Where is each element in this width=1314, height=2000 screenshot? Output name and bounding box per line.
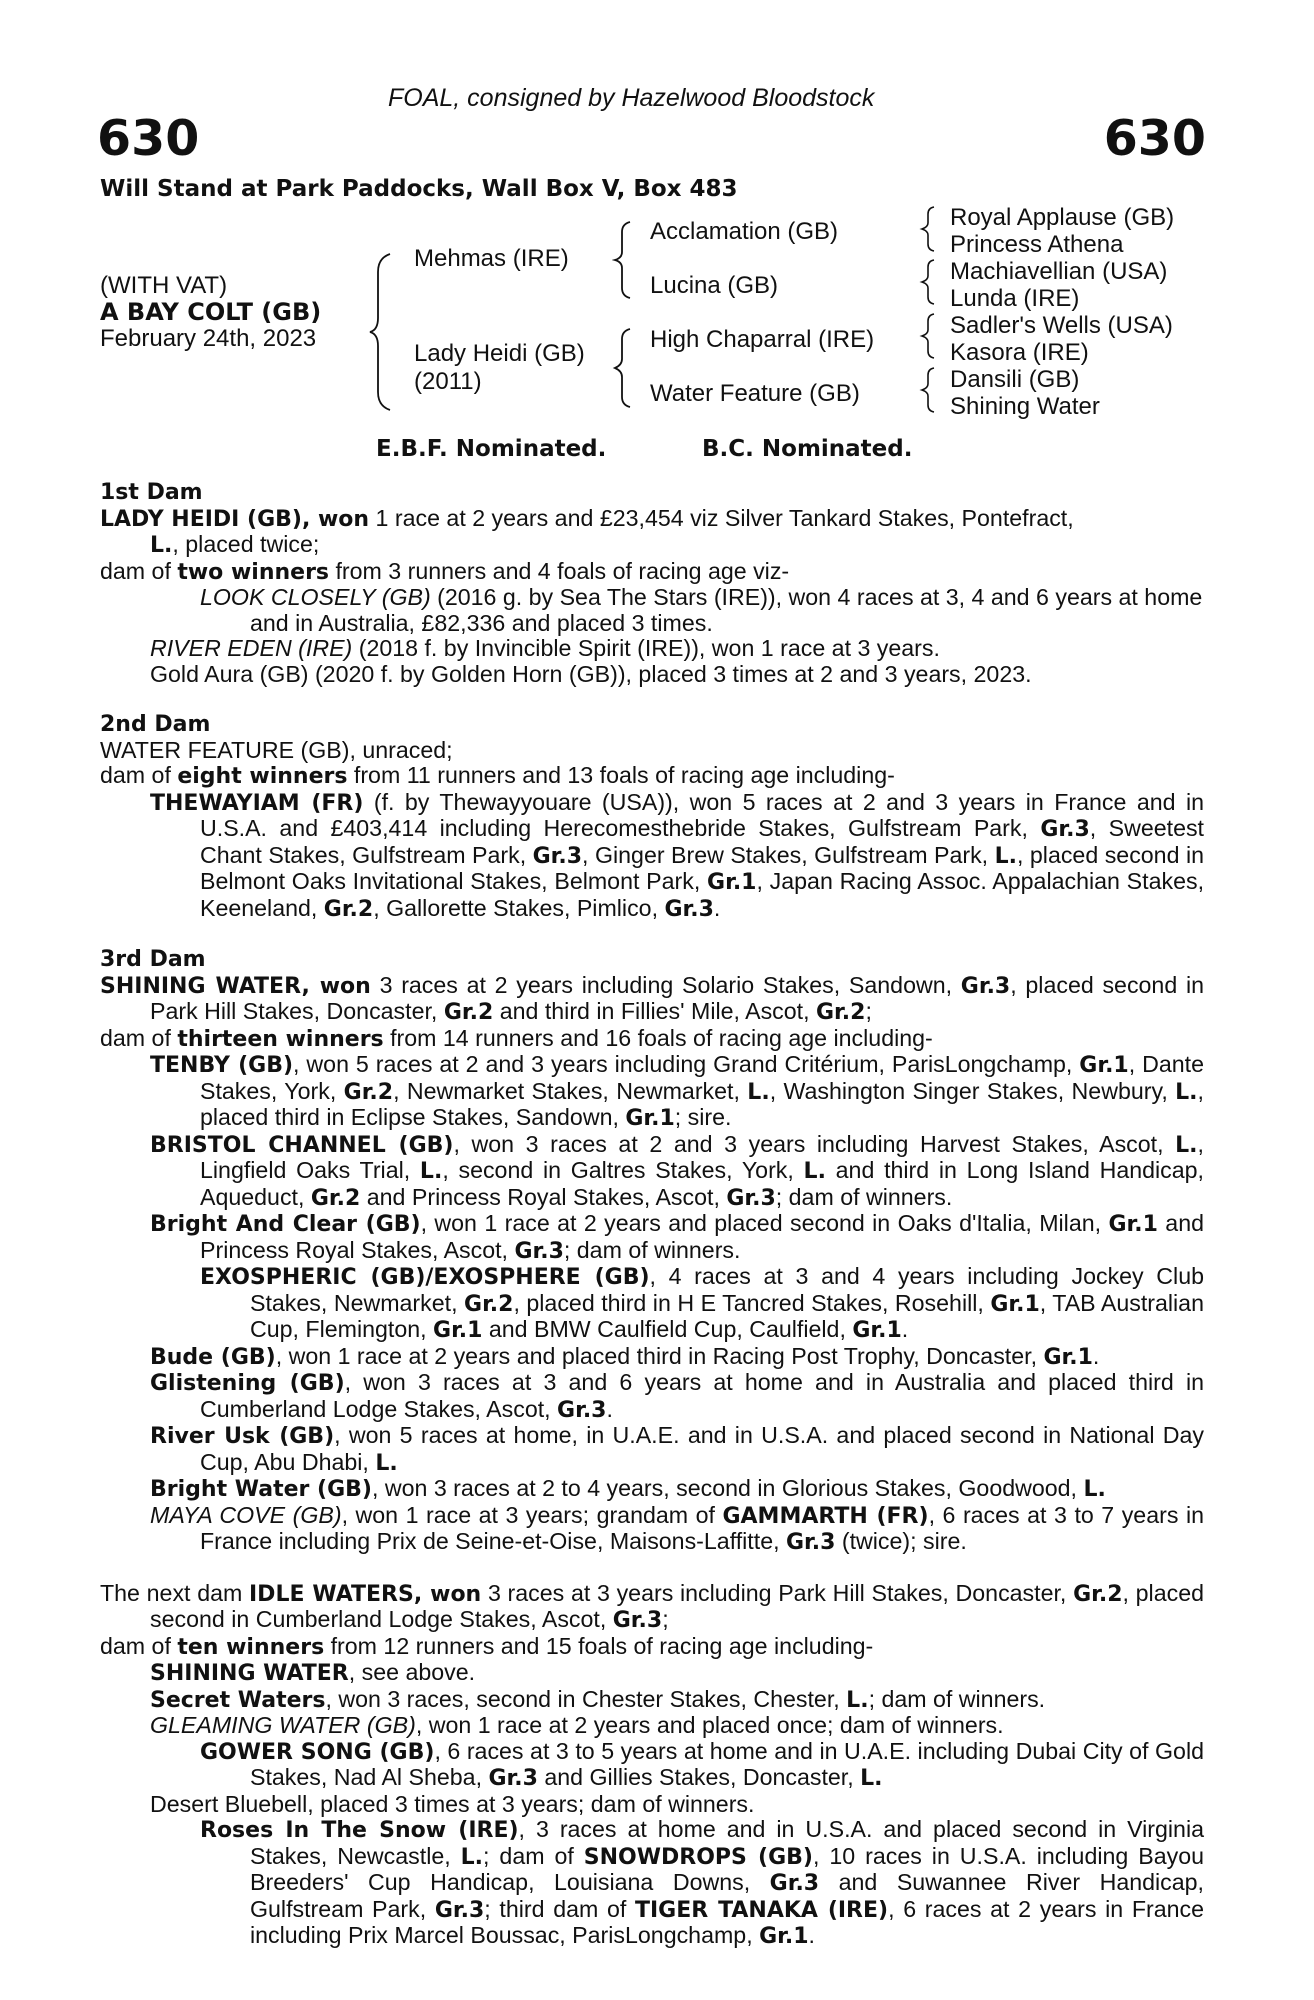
third-dam-produce-summary: dam of thirteen winners from 14 runners and 16 foals of racing age including- [100,1024,933,1052]
first-dam-entry: LADY HEIDI (GB), won 1 race at 2 years and £23,454 viz Silver Tankard Stakes, Pontefract, L., placed twice; [100,504,1074,558]
produce-gower-song: GOWER SONG (GB), 6 races at 3 to 5 years at home and in U.A.E. including Dubai City of Gold Stakes, Nad Al Sheba, Gr.3 and Gillies Stakes, Doncaster, L. [200,1737,1205,1791]
produce-bright-and-clear: Bright And Clear (GB), won 1 race at 2 years and placed second in Oaks d'Italia, Milan, Gr.1 and Princess Royal Stakes, Ascot, Gr.3; dam of winners. [150,1210,1204,1264]
produce-bude: Bude (GB), won 1 race at 2 years and placed third in Racing Post Trophy, Doncaster, Gr.1. [150,1342,1100,1370]
horse-name: A BAY COLT (GB) [100,298,322,326]
lot-number-left: 630 [97,110,200,167]
pedigree-dds: Dansili (GB) [950,366,1080,393]
pedigree-dam-year: (2011) [414,368,482,395]
produce-tenby: TENBY (GB), won 5 races at 2 and 3 years including Grand Critérium, ParisLongchamp, Gr.1, Dante Stakes, York, Gr.2, Newmarket Stakes, Newmarket, L., Washington Singer Stakes, Newbury, L., placed third in Eclipse Stakes, Sandown, Gr.1; sire. [150,1051,1204,1131]
first-dam-produce-summary: dam of two winners from 3 runners and 4 foals of racing age viz- [100,557,790,585]
produce-shining-water: SHINING WATER, see above. [150,1659,476,1686]
foaling-date: February 24th, 2023 [100,325,317,352]
produce-gold-aura: Gold Aura (GB) (2020 f. by Golden Horn (GB)), placed 3 times at 2 and 3 years, 2023. [150,660,1032,687]
pedigree-ddd: Shining Water [950,393,1100,420]
pedigree-dam-dam: Water Feature (GB) [650,380,860,407]
consignment-line: FOAL, consigned by Hazelwood Bloodstock [388,84,875,112]
third-dam-heading: 3rd Dam [100,947,206,972]
produce-river-eden: RIVER EDEN (IRE) (2018 f. by Invincible Spirit (IRE)), won 1 race at 3 years. [150,635,940,661]
produce-maya-cove: MAYA COVE (GB), won 1 race at 3 years; grandam of GAMMARTH (FR), 6 races at 3 to 7 years in France including Prix de Seine-et-Oise, Maisons-Laffitte, Gr.3 (twice); sire. [150,1501,1204,1555]
produce-bristol-channel: BRISTOL CHANNEL (GB), won 3 races at 2 and 3 years including Harvest Stakes, Ascot, L., Lingfield Oaks Trial, L., second in Galtres Stakes, York, L. and third in Long Island Handicap, Aqueduct, Gr.2 and Princess Royal Stakes, Ascot, Gr.3; dam of winners. [150,1130,1204,1211]
catalogue-body [100,480,1204,1950]
produce-river-usk: River Usk (GB), won 5 races at home, in U.A.E. and in U.S.A. and placed second in National Day Cup, Abu Dhabi, L. [150,1422,1204,1476]
next-dam-produce-summary: dam of ten winners from 12 runners and 15 foals of racing age including- [100,1632,874,1660]
pedigree-sire-sire: Acclamation (GB) [650,218,839,245]
pedigree-brace-dam [612,327,636,409]
pedigree-sds: Machiavellian (USA) [950,258,1168,285]
produce-glistening: Glistening (GB), won 3 races at 3 and 6 years at home and in Australia and placed third in Cumberland Lodge Stakes, Ascot, Gr.3. [150,1369,1204,1423]
pedigree-dam-sire: High Chaparral (IRE) [650,326,875,353]
pedigree-brace-sd [918,258,940,306]
second-dam-heading: 2nd Dam [100,712,211,737]
pedigree-ssd: Princess Athena [950,231,1124,258]
produce-gleaming-water: GLEAMING WATER (GB), won 1 race at 2 years and placed once; dam of winners. [150,1712,1004,1738]
pedigree-dsd: Kasora (IRE) [950,339,1089,366]
lot-number-right: 630 [1103,110,1206,167]
produce-bright-water: Bright Water (GB), won 3 races at 2 to 4 years, second in Glorious Stakes, Goodwood, L. [150,1475,1106,1502]
first-dam-name: LADY HEIDI (GB), won [100,506,370,532]
pedigree-brace-sire [612,220,636,300]
produce-exospheric: EXOSPHERIC (GB)/EXOSPHERE (GB), 4 races at 3 and 4 years including Jockey Club Stakes, Newmarket, Gr.2, placed third in H E Tancred Stakes, Rosehill, Gr.1, TAB Australian Cup, Flemington, Gr.1 and BMW Caulfield Cup, Caulfield, Gr.1. [200,1263,1204,1343]
next-dam-entry: The next dam IDLE WATERS, won 3 races at 3 years including Park Hill Stakes, Doncaster, Gr.2, placed second in Cumberland Lodge Stakes, Ascot, Gr.3; [100,1579,1204,1633]
produce-secret-waters: Secret Waters, won 3 races, second in Chester Stakes, Chester, L.; dam of winners. [150,1685,1046,1713]
produce-thewayiam: THEWAYIAM (FR) (f. by Thewayyouare (USA)), won 5 races at 2 and 3 years in France and in U.S.A. and £403,414 including Herecomesthebride Stakes, Gulfstream Park, Gr.3, Sweetest Chant Stakes, Gulfstream Park, Gr.3, Ginger Brew Stakes, Gulfstream Park, L., placed second in Belmont Oaks Invitational Stakes, Belmont Park, Gr.1, Japan Racing Assoc. Appalachian Stakes, Keeneland, Gr.2, Gallorette Stakes, Pimlico, Gr.3. [150,788,1205,922]
stand-location: Will Stand at Park Paddocks, Wall Box V, Box 483 [100,176,738,202]
produce-look-closely: LOOK CLOSELY (GB) (2016 g. by Sea The Stars (IRE)), won 4 races at 3, 4 and 6 years at home and in Australia, £82,336 and placed 3 times. [200,584,1203,636]
pedigree-sire-dam: Lucina (GB) [650,272,779,299]
pedigree-dss: Sadler's Wells (USA) [950,312,1173,339]
produce-desert-bluebell: Desert Bluebell, placed 3 times at 3 years; dam of winners. [150,1790,755,1817]
pedigree-brace-dd [918,366,940,414]
first-dam-heading: 1st Dam [100,480,203,505]
pedigree-brace-ss [918,205,940,253]
pedigree-brace-ds [918,312,940,360]
bc-nomination: B.C. Nominated. [702,436,913,462]
pedigree-brace-main [368,252,400,412]
pedigree-dam: Lady Heidi (GB) [414,340,585,367]
vat-label: (WITH VAT) [100,272,228,299]
produce-roses-in-the-snow: Roses In The Snow (IRE), 3 races at home and in U.S.A. and placed second in Virginia Stakes, Newcastle, L.; dam of SNOWDROPS (GB), 10 races in U.S.A. including Bayou Breeders' Cup Handicap, Louisiana Downs, Gr.3 and Suwannee River Handicap, Gulfstream Park, Gr.3; third dam of TIGER TANAKA (IRE), 6 races at 2 years in France including Prix Marcel Boussac, ParisLongchamp, Gr.1. [200,1816,1204,1949]
pedigree-sss: Royal Applause (GB) [950,204,1175,231]
pedigree-sdd: Lunda (IRE) [950,285,1080,312]
second-dam-name: WATER FEATURE (GB), unraced; [100,736,453,763]
ebf-nomination: E.B.F. Nominated. [376,436,607,462]
pedigree-sire: Mehmas (IRE) [414,245,569,272]
third-dam-entry: SHINING WATER, won 3 races at 2 years including Solario Stakes, Sandown, Gr.3, placed second in Park Hill Stakes, Doncaster, Gr.2 and third in Fillies' Mile, Ascot, Gr.2; [100,971,1204,1025]
second-dam-produce-summary: dam of eight winners from 11 runners and 13 foals of racing age including- [100,762,895,789]
